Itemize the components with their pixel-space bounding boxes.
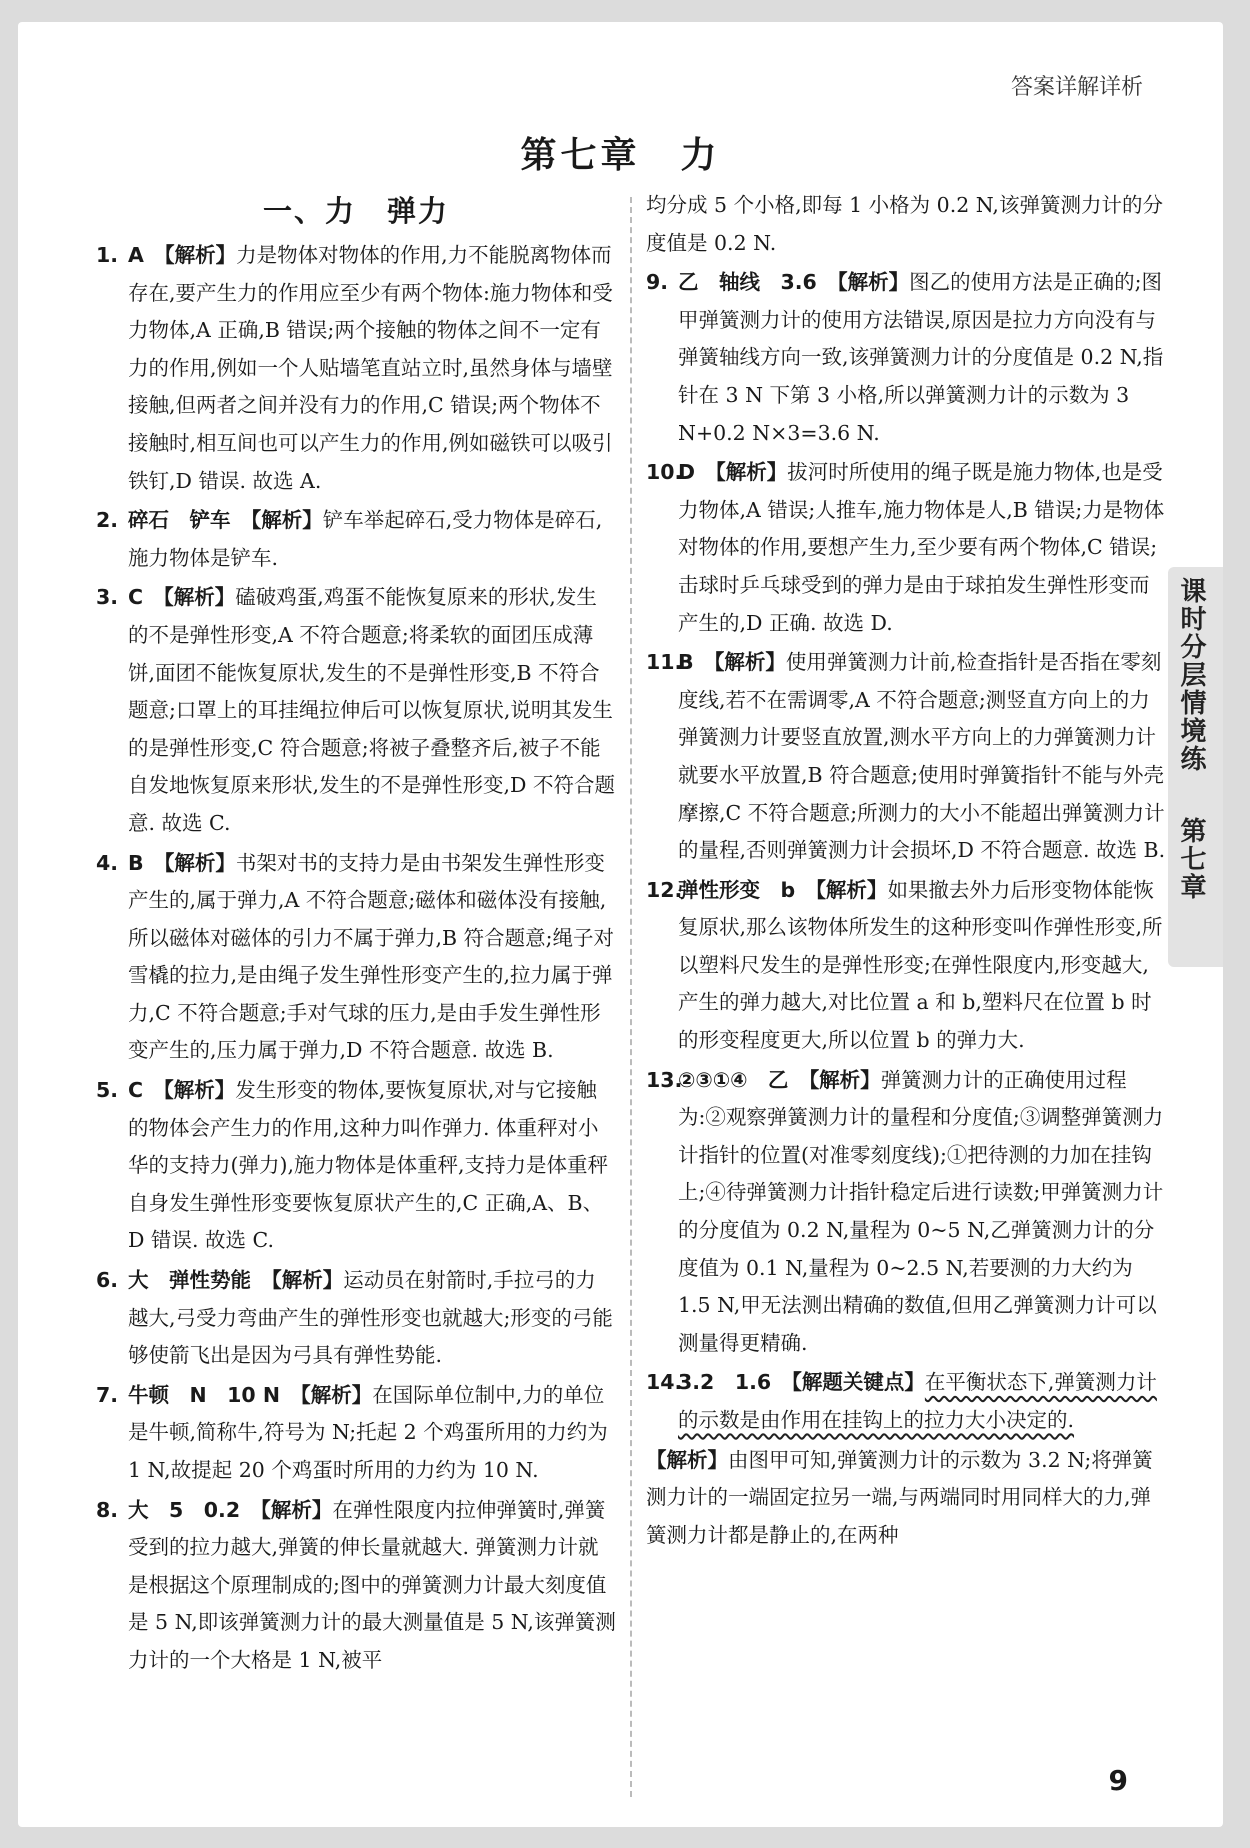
item-tag: 【解析】 xyxy=(163,1078,236,1103)
item-answer: C xyxy=(128,1078,144,1103)
item-number: 4. xyxy=(96,850,119,875)
item-number: 14. xyxy=(646,1370,683,1395)
item-text: 铲车举起碎石,受力物体是碎石,施力物体是铲车. xyxy=(128,508,603,570)
column-divider xyxy=(630,197,632,1797)
item-tag: 【解析】 xyxy=(715,460,788,485)
item-text: 图乙的使用方法是正确的;图甲弹簧测力计的使用方法错误,原因是拉力方向没有与弹簧轴线方向一致,该弹簧测力计的分度值是 0.2 N,指针在 3 N 下第 3 小格,所以弹簧测力计的示数为 3 N+0.2 N×3=3.6 N. xyxy=(678,270,1164,445)
answer-item xyxy=(96,237,616,500)
item-tag: 【解析】 xyxy=(646,1447,728,1472)
answer-page xyxy=(18,22,1223,1827)
item-text: 由图甲可知,弹簧测力计的示数为 3.2 N;将弹簧测力计的一端固定拉另一端,与两端同时用同样大的力,弹簧测力计都是静止的,在两种 xyxy=(646,1447,1153,1547)
answer-item xyxy=(646,872,1166,1060)
item-tag: 【解析】 xyxy=(300,1382,373,1407)
item-number: 13. xyxy=(646,1067,683,1092)
item-answer: A xyxy=(128,243,144,267)
item-text: 弹簧测力计的正确使用过程为:②观察弹簧测力计的量程和分度值;③调整弹簧测力计指针的位置(对准零刻度线);①把待测的力加在挂钩上;④待弹簧测力计指针稳定后进行读数;甲弹簧测力计的分度值为 0.2 N,量程为 0~5 N,乙弹簧测力计的分度值为 0.1 N,量程为 0~2.5 N,若要测的力大约为 1.5 N,甲无法测出精确的数值,但用乙弹簧测力计可以测量得更精确. xyxy=(678,1067,1164,1355)
chapter-title: 第七章 力 xyxy=(520,135,721,176)
item-number: 3. xyxy=(96,585,119,610)
item-text: 在国际单位制中,力的单位是牛顿,简称牛,符号为 N;托起 2 个鸡蛋所用的力约为 1 N,故提起 20 个鸡蛋时所用的力约为 10 N. xyxy=(128,1382,608,1482)
item-text: 使用弹簧测力计前,检查指针是否指在零刻度线,若不在需调零,A 不符合题意;测竖直方向上的力弹簧测力计要竖直放置,测水平方向上的力弹簧测力计就要水平放置,B 符合题意;使用时弹簧指针不能与外壳摩擦,C 不符合题意;所测力的大小不能超出弹簧测力计的量程,否则弹簧测力计会损坏,D 不符合题意. 故选 B. xyxy=(678,650,1166,863)
page-number: 9 xyxy=(1108,1764,1128,1797)
item-number: 12. xyxy=(646,877,683,902)
item-text: 运动员在射箭时,手拉弓的力越大,弓受力弯曲产生的弹性形变也就越大;形变的弓能够使箭飞出是因为弓具有弹性势能. xyxy=(128,1268,613,1368)
item-tag: 【解析】 xyxy=(164,243,237,267)
item-number: 6. xyxy=(96,1268,119,1293)
answer-item xyxy=(96,845,616,1071)
answer-item xyxy=(96,502,616,577)
answer-item xyxy=(96,1492,616,1680)
item-tag: 【解析】 xyxy=(164,850,236,875)
item-number: 2. xyxy=(96,508,119,533)
item-text: 力是物体对物体的作用,力不能脱离物体而存在,要产生力的作用应至少有两个物体:施力物体和受力物体,A 正确,B 错误;两个接触的物体之间不一定有力的作用,例如一个人贴墙笔直站立时,虽然身体与墙壁接触,但两者之间并没有力的作用,C 错误;两个物体不接触时,相互间也可以产生力的作用,例如磁铁可以吸引铁钉,D 错误. 故选 A. xyxy=(128,243,613,493)
left-item-list xyxy=(96,237,616,1680)
item-number: 11. xyxy=(646,650,683,675)
right-column xyxy=(646,187,1166,1556)
answer-item xyxy=(96,579,616,842)
item-number: 7. xyxy=(96,1382,119,1407)
item-number: 8. xyxy=(96,1497,119,1522)
answer-item xyxy=(646,1062,1166,1363)
item-answer: ②③①④ 乙 xyxy=(678,1067,789,1092)
item-tag: 【解析】 xyxy=(260,1497,333,1522)
item-text: 在平衡状态下,弹簧测力计的示数是由作用在挂钩上的拉力大小决定的. xyxy=(678,1370,1157,1432)
item-answer: C xyxy=(128,585,144,610)
item-tag: 【解析】 xyxy=(271,1268,344,1293)
side-tab xyxy=(1168,567,1223,967)
item-answer: B xyxy=(678,650,694,675)
item-tag: 【解题关键点】 xyxy=(791,1370,925,1395)
item-number: 10. xyxy=(646,460,683,485)
item-number: 9. xyxy=(646,270,669,295)
item-answer: 弹性形变 b xyxy=(678,877,796,902)
answer-item xyxy=(646,454,1166,642)
item-number: 1. xyxy=(96,243,119,267)
item-text: 发生形变的物体,要恢复原状,对与它接触的物体会产生力的作用,这种力叫作弹力. 体重秤对小华的支持力(弹力),施力物体是体重秤,支持力是体重秤自身发生弹性形变要恢复原状产生的,C 正确,A、B、D 错误. 故选 C. xyxy=(128,1078,609,1253)
item-tag: 【解析】 xyxy=(815,877,888,902)
answer-item xyxy=(96,1262,616,1375)
item-text: 磕破鸡蛋,鸡蛋不能恢复原来的形状,发生的不是弹性形变,A 不符合题意;将柔软的面团压成薄饼,面团不能恢复原状,发生的不是弹性形变,B 不符合题意;口罩上的耳挂绳拉伸后可以恢复原状,说明其发生的是弹性形变,C 符合题意;将被子叠整齐后,被子不能自发地恢复原来形状,发生的不是弹性形变,D 不符合题意. 故选 C. xyxy=(128,585,615,835)
answer-item xyxy=(646,644,1166,870)
item-text: 在弹性限度内拉伸弹簧时,弹簧受到的拉力越大,弹簧的伸长量就越大. 弹簧测力计就是根据这个原理制成的;图中的弹簧测力计最大刻度值是 5 N,即该弹簧测力计的最大测量值是 5 N,该弹簧测力计的一个大格是 1 N,被平 xyxy=(128,1497,616,1672)
answer-item xyxy=(96,1072,616,1260)
item-answer: 乙 轴线 3.6 xyxy=(678,270,817,295)
item-answer: D xyxy=(678,460,696,485)
item-answer: 3.2 1.6 xyxy=(678,1370,772,1395)
item-answer: 碎石 铲车 xyxy=(128,508,231,533)
side-tab-chapter: 第七章 xyxy=(1176,817,1206,901)
item-tag: 【解析】 xyxy=(837,270,910,295)
item-text: 书架对书的支持力是由书架发生弹性形变产生的,属于弹力,A 不符合题意;磁体和磁体没有接触,所以磁体对磁体的引力不属于弹力,B 符合题意;绳子对雪橇的拉力,是由绳子发生弹性形变产生的,拉力属于弹力,C 不符合题意;手对气球的压力,是由手发生弹性形变产生的,压力属于弹力,D 不符合题意. 故选 B. xyxy=(128,850,615,1063)
item-tag: 【解析】 xyxy=(808,1067,881,1092)
answer-item xyxy=(646,264,1166,452)
answer-item xyxy=(646,1364,1166,1439)
item-tag: 【解析】 xyxy=(251,508,323,533)
item-number: 5. xyxy=(96,1078,119,1103)
section-title: 一、力 弹力 xyxy=(262,194,449,228)
item-answer: 大 5 0.2 xyxy=(128,1497,241,1522)
item-tag: 【解析】 xyxy=(163,585,236,610)
item-answer: 大 弹性势能 xyxy=(128,1268,251,1293)
item-answer: 牛顿 N 10 N xyxy=(128,1382,280,1407)
answer-item xyxy=(96,1377,616,1490)
item-text: 拔河时所使用的绳子既是施力物体,也是受力物体,A 错误;人推车,施力物体是人,B 错误;力是物体对物体的作用,要想产生力,至少要有两个物体,C 错误;击球时乒乓球受到的弹力是由于球拍发生弹性形变而产生的,D 正确. 故选 D. xyxy=(678,460,1165,635)
item-tag: 【解析】 xyxy=(714,650,786,675)
item-14-analysis xyxy=(646,1442,1166,1555)
item-answer: B xyxy=(128,850,144,875)
right-item-list xyxy=(646,264,1166,1439)
continued-text: 均分成 5 个小格,即每 1 小格为 0.2 N,该弹簧测力计的分度值是 0.2 N. xyxy=(646,193,1163,255)
left-column xyxy=(96,187,616,1682)
header-label: 答案详解详析 xyxy=(1010,75,1143,100)
item-text: 如果撤去外力后形变物体能恢复原状,那么该物体所发生的这种形变叫作弹性形变,所以塑料尺发生的是弹性形变;在弹性限度内,形变越大,产生的弹力越大,对比位置 a 和 b,塑料尺在位置 b 时的形变程度更大,所以位置 b 的弹力大. xyxy=(678,877,1163,1053)
side-tab-title: 课时分层情境练 xyxy=(1176,577,1206,773)
